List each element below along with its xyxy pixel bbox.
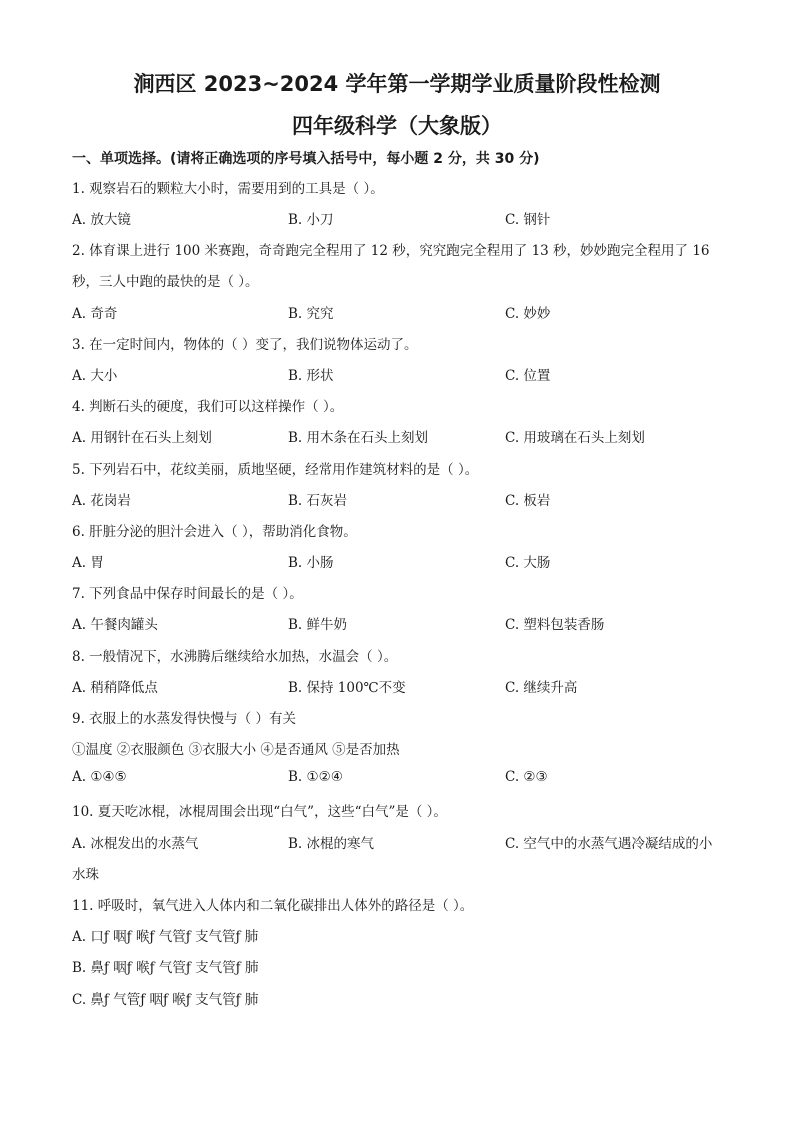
question-3-option-c: C. 位置 (505, 368, 551, 384)
question-4-stem: 4. 判断石头的硬度，我们可以这样操作（ ）。 (72, 399, 344, 415)
question-2-stem-line1: 2. 体育课上进行 100 米赛跑，奇奇跑完全程用了 12 秒，究究跑完全程用了 13 秒，妙妙跑完全程用了 16 (72, 243, 710, 259)
question-1-option-c: C. 钢针 (505, 212, 551, 228)
question-9-choices: ①温度 ②衣服颜色 ③衣服大小 ④是否通风 ⑤是否加热 (72, 742, 400, 758)
question-2-option-c: C. 妙妙 (505, 306, 551, 322)
question-10-option-a: A. 冰棍发出的水蒸气 (72, 836, 199, 852)
section-heading: 一、单项选择。(请将正确选项的序号填入括号中，每小题 2 分，共 30 分) (72, 151, 540, 167)
question-11-option-c: C. 鼻ƒ 气管ƒ 咽ƒ 喉ƒ 支气管ƒ 肺 (72, 992, 259, 1008)
question-11-option-a: A. 口ƒ 咽ƒ 喉ƒ 气管ƒ 支气管ƒ 肺 (72, 929, 259, 945)
question-5-option-b: B. 石灰岩 (288, 493, 348, 509)
question-11-option-b: B. 鼻ƒ 咽ƒ 喉ƒ 气管ƒ 支气管ƒ 肺 (72, 960, 259, 976)
question-9-stem: 9. 衣服上的水蒸发得快慢与（ ）有关 (72, 711, 296, 727)
question-5-stem: 5. 下列岩石中，花纹美丽，质地坚硬，经常用作建筑材料的是（ ）。 (72, 462, 479, 478)
question-2-stem-line2: 秒，三人中跑的最快的是（ ）。 (72, 274, 259, 290)
question-6-option-b: B. 小肠 (288, 555, 334, 571)
question-4-option-a: A. 用钢针在石头上刻划 (72, 430, 212, 446)
question-5-option-c: C. 板岩 (505, 493, 551, 509)
question-1-option-b: B. 小刀 (288, 212, 334, 228)
question-6-stem: 6. 肝脏分泌的胆汁会进入（ ），帮助消化食物。 (72, 524, 357, 540)
question-11-stem: 11. 呼吸时，氧气进入人体内和二氧化碳排出人体外的路径是（ ）。 (72, 898, 474, 914)
question-8-option-b: B. 保持 100℃不变 (288, 680, 406, 696)
question-1-option-a: A. 放大镜 (72, 212, 131, 228)
question-8-option-c: C. 继续升高 (505, 680, 578, 696)
question-3-option-b: B. 形状 (288, 368, 334, 384)
question-10-option-b: B. 冰棍的寒气 (288, 836, 375, 852)
question-7-option-b: B. 鲜牛奶 (288, 617, 348, 633)
question-9-option-b: B. ①②④ (288, 769, 343, 785)
question-5-option-a: A. 花岗岩 (72, 493, 131, 509)
exam-title: 涧西区 2023~2024 学年第一学期学业质量阶段性检测 (133, 72, 661, 96)
question-6-option-a: A. 胃 (72, 555, 104, 571)
question-8-option-a: A. 稍稍降低点 (72, 680, 158, 696)
question-10-option-c-continued: 水珠 (72, 867, 99, 883)
question-10-option-c: C. 空气中的水蒸气遇冷凝结成的小 (505, 836, 713, 852)
question-7-option-a: A. 午餐肉罐头 (72, 617, 158, 633)
question-10-stem: 10. 夏天吃冰棍，冰棍周围会出现“白气”，这些“白气”是（ ）。 (72, 804, 447, 820)
question-1-stem: 1. 观察岩石的颗粒大小时，需要用到的工具是（ ）。 (72, 181, 384, 197)
question-7-stem: 7. 下列食品中保存时间最长的是（ ）。 (72, 586, 303, 602)
question-9-option-c: C. ②③ (505, 769, 548, 785)
question-9-option-a: A. ①④⑤ (72, 769, 127, 785)
question-3-option-a: A. 大小 (72, 368, 118, 384)
question-4-option-b: B. 用木条在石头上刻划 (288, 430, 429, 446)
question-6-option-c: C. 大肠 (505, 555, 551, 571)
question-7-option-c: C. 塑料包装香肠 (505, 617, 605, 633)
question-8-stem: 8. 一般情况下，水沸腾后继续给水加热，水温会（ ）。 (72, 649, 398, 665)
question-2-option-a: A. 奇奇 (72, 306, 118, 322)
question-2-option-b: B. 究究 (288, 306, 334, 322)
question-4-option-c: C. 用玻璃在石头上刻划 (505, 430, 645, 446)
exam-subtitle: 四年级科学（大象版） (292, 114, 502, 138)
question-3-stem: 3. 在一定时间内，物体的（ ）变了，我们说物体运动了。 (72, 337, 418, 353)
